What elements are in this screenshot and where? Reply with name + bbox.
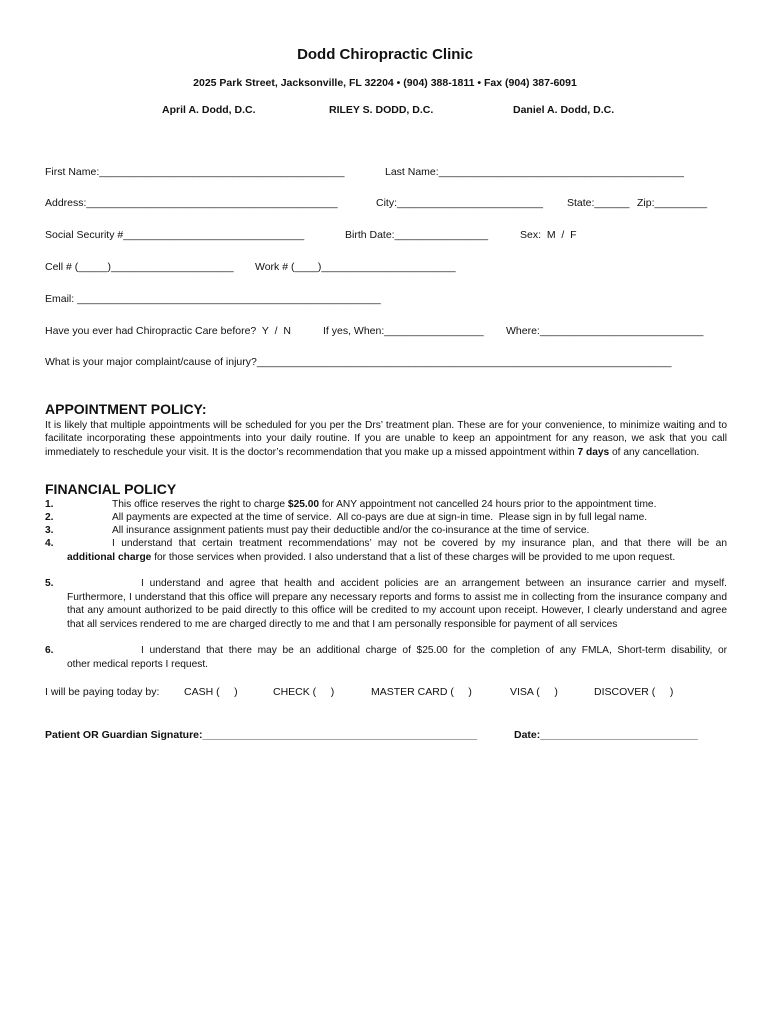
payment-label: I will be paying today by: (45, 686, 160, 698)
signature-field[interactable]: Patient OR Guardian Signature:_______________________________________________ (45, 729, 477, 741)
doctor-daniel: Daniel A. Dodd, D.C. (513, 104, 615, 116)
if-yes-when-field[interactable]: If yes, When:_________________ (323, 325, 484, 337)
cash-option[interactable]: CASH ( ) (184, 686, 238, 698)
financial-item-6-rest: other medical reports I request. (67, 659, 208, 670)
financial-policy-heading: FINANCIAL POLICY (45, 481, 177, 497)
item-5-number: 5. (45, 578, 54, 589)
clinic-name: Dodd Chiropractic Clinic (297, 46, 473, 63)
doctor-riley: RILEY S. DODD, D.C. (329, 104, 434, 116)
cell-field[interactable]: Cell # (_____)_____________________ (45, 261, 234, 273)
email-field[interactable]: Email: ____________________________________________________ (45, 293, 381, 305)
complaint-field[interactable]: What is your major complaint/cause of injury?_______________________________________________________________________ (45, 356, 672, 368)
first-name-field[interactable]: First Name:__________________________________________ (45, 166, 345, 178)
visa-option[interactable]: VISA ( ) (510, 686, 558, 698)
item-2-number: 2. (45, 512, 54, 523)
clinic-address: 2025 Park Street, Jacksonville, FL 32204 • (904) 388-1811 • Fax (904) 387-6091 (193, 77, 577, 89)
financial-item-3: All insurance assignment patients must pay their deductible and/or the co-insurance at the time of service. (112, 525, 590, 536)
chiro-care-question[interactable]: Have you ever had Chiropractic Care before? Y / N (45, 325, 291, 337)
item-3-number: 3. (45, 525, 54, 536)
ssn-field[interactable]: Social Security #_______________________________ (45, 229, 305, 241)
financial-item-6-line1: I understand that there may be an additional charge of $25.00 for the completion of any FMLA, Short-term disability, or (141, 645, 727, 656)
financial-item-1: This office reserves the right to charge $25.00 for ANY appointment not cancelled 24 hours prior to the appointment time. (112, 499, 657, 510)
last-name-field[interactable]: Last Name:__________________________________________ (385, 166, 684, 178)
financial-item-5-line1: I understand and agree that health and accident policies are an arrangement between an insurance carrier and myself. (141, 578, 727, 589)
work-field[interactable]: Work # (____)_______________________ (255, 261, 456, 273)
signature-date-field[interactable]: Date:___________________________ (514, 729, 698, 741)
where-field[interactable]: Where:____________________________ (506, 325, 704, 337)
item-1-number: 1. (45, 499, 54, 510)
financial-item-4-line1: I understand that certain treatment recommendations’ may not be covered by my insurance plan, and that there will be an (112, 538, 727, 549)
address-field[interactable]: Address:___________________________________________ (45, 197, 338, 209)
check-option[interactable]: CHECK ( ) (273, 686, 335, 698)
sex-field[interactable]: Sex: M / F (520, 229, 577, 241)
appointment-policy-text: It is likely that multiple appointments will be scheduled for you per the Drs’ treatment plan. These are for your convenience, to minimize waiting and to facilitate incorporating these appointments into your daily routine. If you are unable to keep an appointment for any reason, we ask that you call immediately to reschedule your visit. It is the doctor’s recommendation that you make up a missed appointment within 7 days of any cancellation. (45, 420, 727, 458)
mastercard-option[interactable]: MASTER CARD ( ) (371, 686, 472, 698)
item-4-number: 4. (45, 538, 54, 549)
doctor-april: April A. Dodd, D.C. (162, 104, 256, 116)
financial-item-2: All payments are expected at the time of service. All co-pays are due at sign-in time. Please sign in by full legal name. (112, 512, 648, 523)
zip-field[interactable]: Zip:_________ (637, 197, 708, 209)
financial-item-5-rest: Furthermore, I understand that this office will prepare any necessary reports and forms to assist me in collecting from the insurance company and that any amount authorized to be paid directly to this office will be credited to my account upon receipt. However, I clearly understand and agree that all services rendered to me are charged directly to me and that I am personally responsible for payment of all services (67, 592, 727, 630)
financial-item-4-rest: additional charge for those services when provided. I also understand that a list of these charges will be provided to me upon request. (67, 552, 676, 563)
discover-option[interactable]: DISCOVER ( ) (594, 686, 674, 698)
appointment-policy-heading: APPOINTMENT POLICY: (45, 401, 207, 417)
state-field[interactable]: State:______ (567, 197, 630, 209)
city-field[interactable]: City:_________________________ (376, 197, 543, 209)
item-6-number: 6. (45, 645, 54, 656)
birth-date-field[interactable]: Birth Date:________________ (345, 229, 489, 241)
